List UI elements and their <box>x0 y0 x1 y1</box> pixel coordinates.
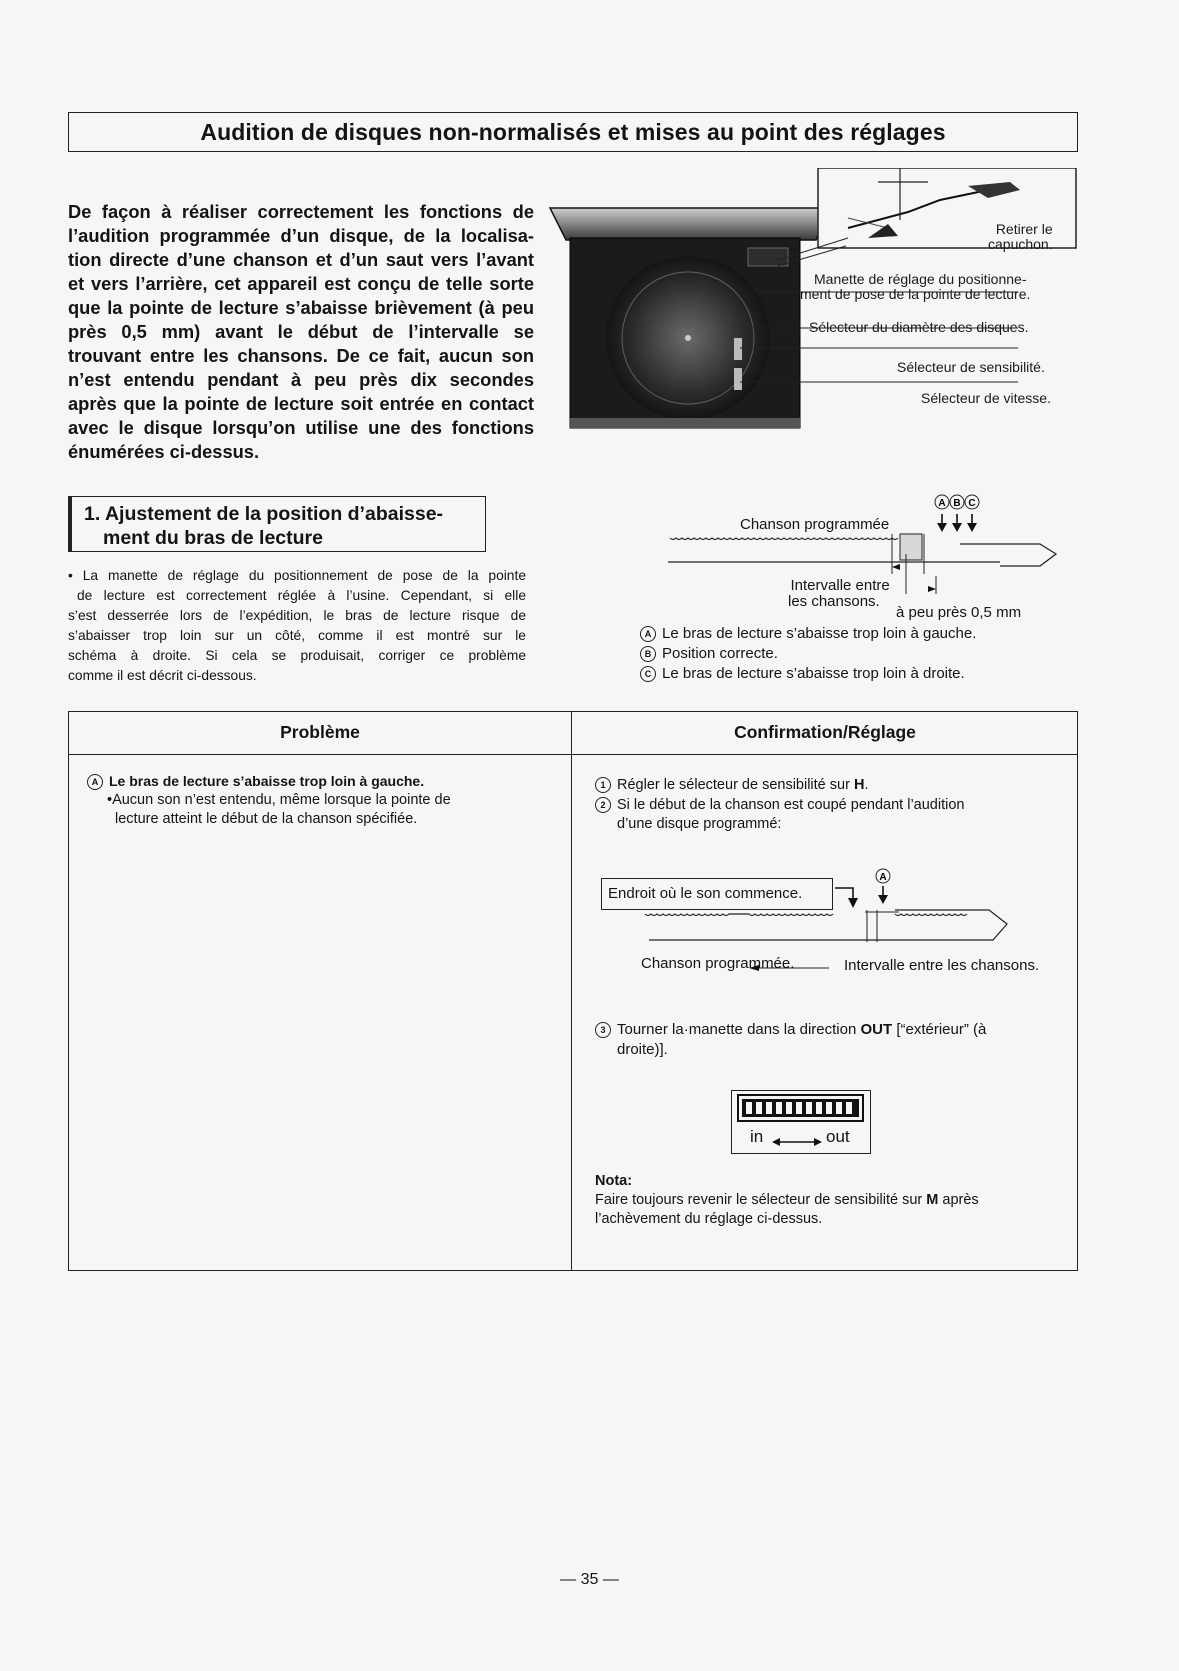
callout-lever <box>800 272 1030 302</box>
d2-song-label: Chanson programmée. <box>641 955 795 972</box>
d2-marker: A <box>879 872 887 883</box>
callout-lever-l1: Manette de réglage du positionne- <box>814 271 1027 287</box>
note-title: Nota: <box>595 1173 633 1189</box>
intro-line: l’audition programmée d’un disque, de la localisa- <box>68 225 534 246</box>
problem-line: lecture atteint le début de la chanson spécifiée. <box>115 811 418 827</box>
page-title-box <box>68 112 1078 152</box>
legend-item-a: A Le bras de lecture s’abaisse trop loin à gauche. <box>640 624 976 644</box>
knob-graphic <box>732 1091 869 1125</box>
step-3: 3 Tourner la·manette dans la direction OUT [“extérieur” (à droite)]. <box>595 1020 986 1060</box>
note-block: Nota: Faire toujours revenir le sélecteur de sensibilité sur M après l’achèvement du réglage ci-dessus. <box>595 1173 979 1227</box>
intro-line: trouvant entre les chansons. De ce fait, aucun son <box>68 345 534 366</box>
diagram1-song-label: Chanson programmée <box>740 516 890 533</box>
marker-a: A <box>938 498 946 509</box>
section-heading-box <box>68 496 486 552</box>
intro-line: et vers l’arrière, cet appareil est conçu de telle sorte <box>68 273 534 294</box>
sound-start-box: Endroit où le son commence. <box>601 878 833 910</box>
col-header-problem: Problème <box>280 722 360 742</box>
intro-line: après que la pointe de lecture soit entrée en contact <box>68 393 534 414</box>
section-heading-l1: 1. Ajustement de la position d’abaisse- <box>84 503 444 525</box>
callout-speed: Sélecteur de vitesse. <box>921 390 1051 406</box>
knob-in-label: in <box>750 1127 764 1146</box>
col-header-adjustment: Confirmation/Réglage <box>734 722 916 742</box>
intro-line: n’est entendu pendant à peu près dix secondes <box>68 369 534 390</box>
d2-interval-label: Intervalle entre les chansons. <box>844 957 1040 974</box>
step-1: 1 Régler le sélecteur de sensibilité sur H. <box>595 776 868 795</box>
problem-line: •Aucun son n’est entendu, même lorsque la pointe de <box>107 792 451 808</box>
step-2: 2 Si le début de la chanson est coupé pendant l’audition d’une disque programmé: <box>595 796 964 834</box>
intro-line: De façon à réaliser correctement les fonctions de <box>68 201 534 222</box>
section-bullet <box>68 566 526 686</box>
diagram1-legend <box>640 624 976 684</box>
problem-cell <box>87 772 451 829</box>
page-number: — 35 — <box>560 1571 619 1588</box>
knob-out-label: out <box>826 1127 850 1146</box>
legend-item-c: C Le bras de lecture s’abaisse trop loin à droite. <box>640 664 976 684</box>
lid-shape <box>550 208 830 240</box>
bullet-line: s’abaisser trop loin sur un côté, comme il est montré sur le <box>68 628 526 643</box>
intro-paragraph <box>68 200 534 464</box>
troubleshooting-table <box>68 711 1078 1271</box>
intro-line: près 0,5 mm) avant le début de l’intervalle se <box>68 321 534 342</box>
marker-b: B <box>953 498 961 509</box>
marker-c: C <box>968 498 976 509</box>
callout-lever-l2: ment de pose de la pointe de lecture. <box>800 286 1031 302</box>
legend-item-b: B Position correcte. <box>640 644 976 664</box>
callout-diameter: Sélecteur du diamètre des disques. <box>809 319 1029 335</box>
bullet-line: schéma à droite. Si cela se produisait, corriger ce problème <box>68 648 526 663</box>
intro-line: avec le disque lorsqu’on utilise une des fonctions <box>68 417 534 438</box>
callout-cap-l1: Retirer le <box>995 221 1053 237</box>
diagram1-distance-label: à peu près 0,5 mm <box>896 604 1022 621</box>
callout-sensitivity: Sélecteur de sensibilité. <box>897 359 1045 375</box>
diagram1-interval-l2: les chansons. <box>788 593 880 610</box>
section-heading-l2: ment du bras de lecture <box>103 527 323 549</box>
intro-line: que la pointe de lecture s’abaisse brièvement (à peu <box>68 297 534 318</box>
bullet-line: s’est desserrée lors de l’expédition, le bras de lecture risque de <box>68 608 526 623</box>
bullet-line: • La manette de réglage du positionnement de pose de la pointe <box>68 568 526 583</box>
in-out-knob <box>731 1090 871 1154</box>
callout-cap-l2: capuchon. <box>988 236 1053 252</box>
diagram1-interval-l1: Intervalle entre <box>790 577 890 594</box>
in-out-arrow-icon <box>772 1137 822 1147</box>
intro-line: tion directe d’une chanson et d’un saut vers l’avant <box>68 249 534 270</box>
bullet-line: comme il est décrit ci-dessous. <box>68 668 257 683</box>
problem-title: A Le bras de lecture s’abaisse trop loin à gauche. <box>87 772 451 791</box>
callout-cap <box>988 222 1053 252</box>
intro-line: énumérées ci-dessus. <box>68 441 260 462</box>
page-title: Audition de disques non-normalisés et mises au point des réglages <box>200 118 946 145</box>
bullet-line: de lecture est correctement réglée à l’usine. Cependant, si elle <box>77 588 526 603</box>
diagram1-interval-label <box>788 578 890 610</box>
